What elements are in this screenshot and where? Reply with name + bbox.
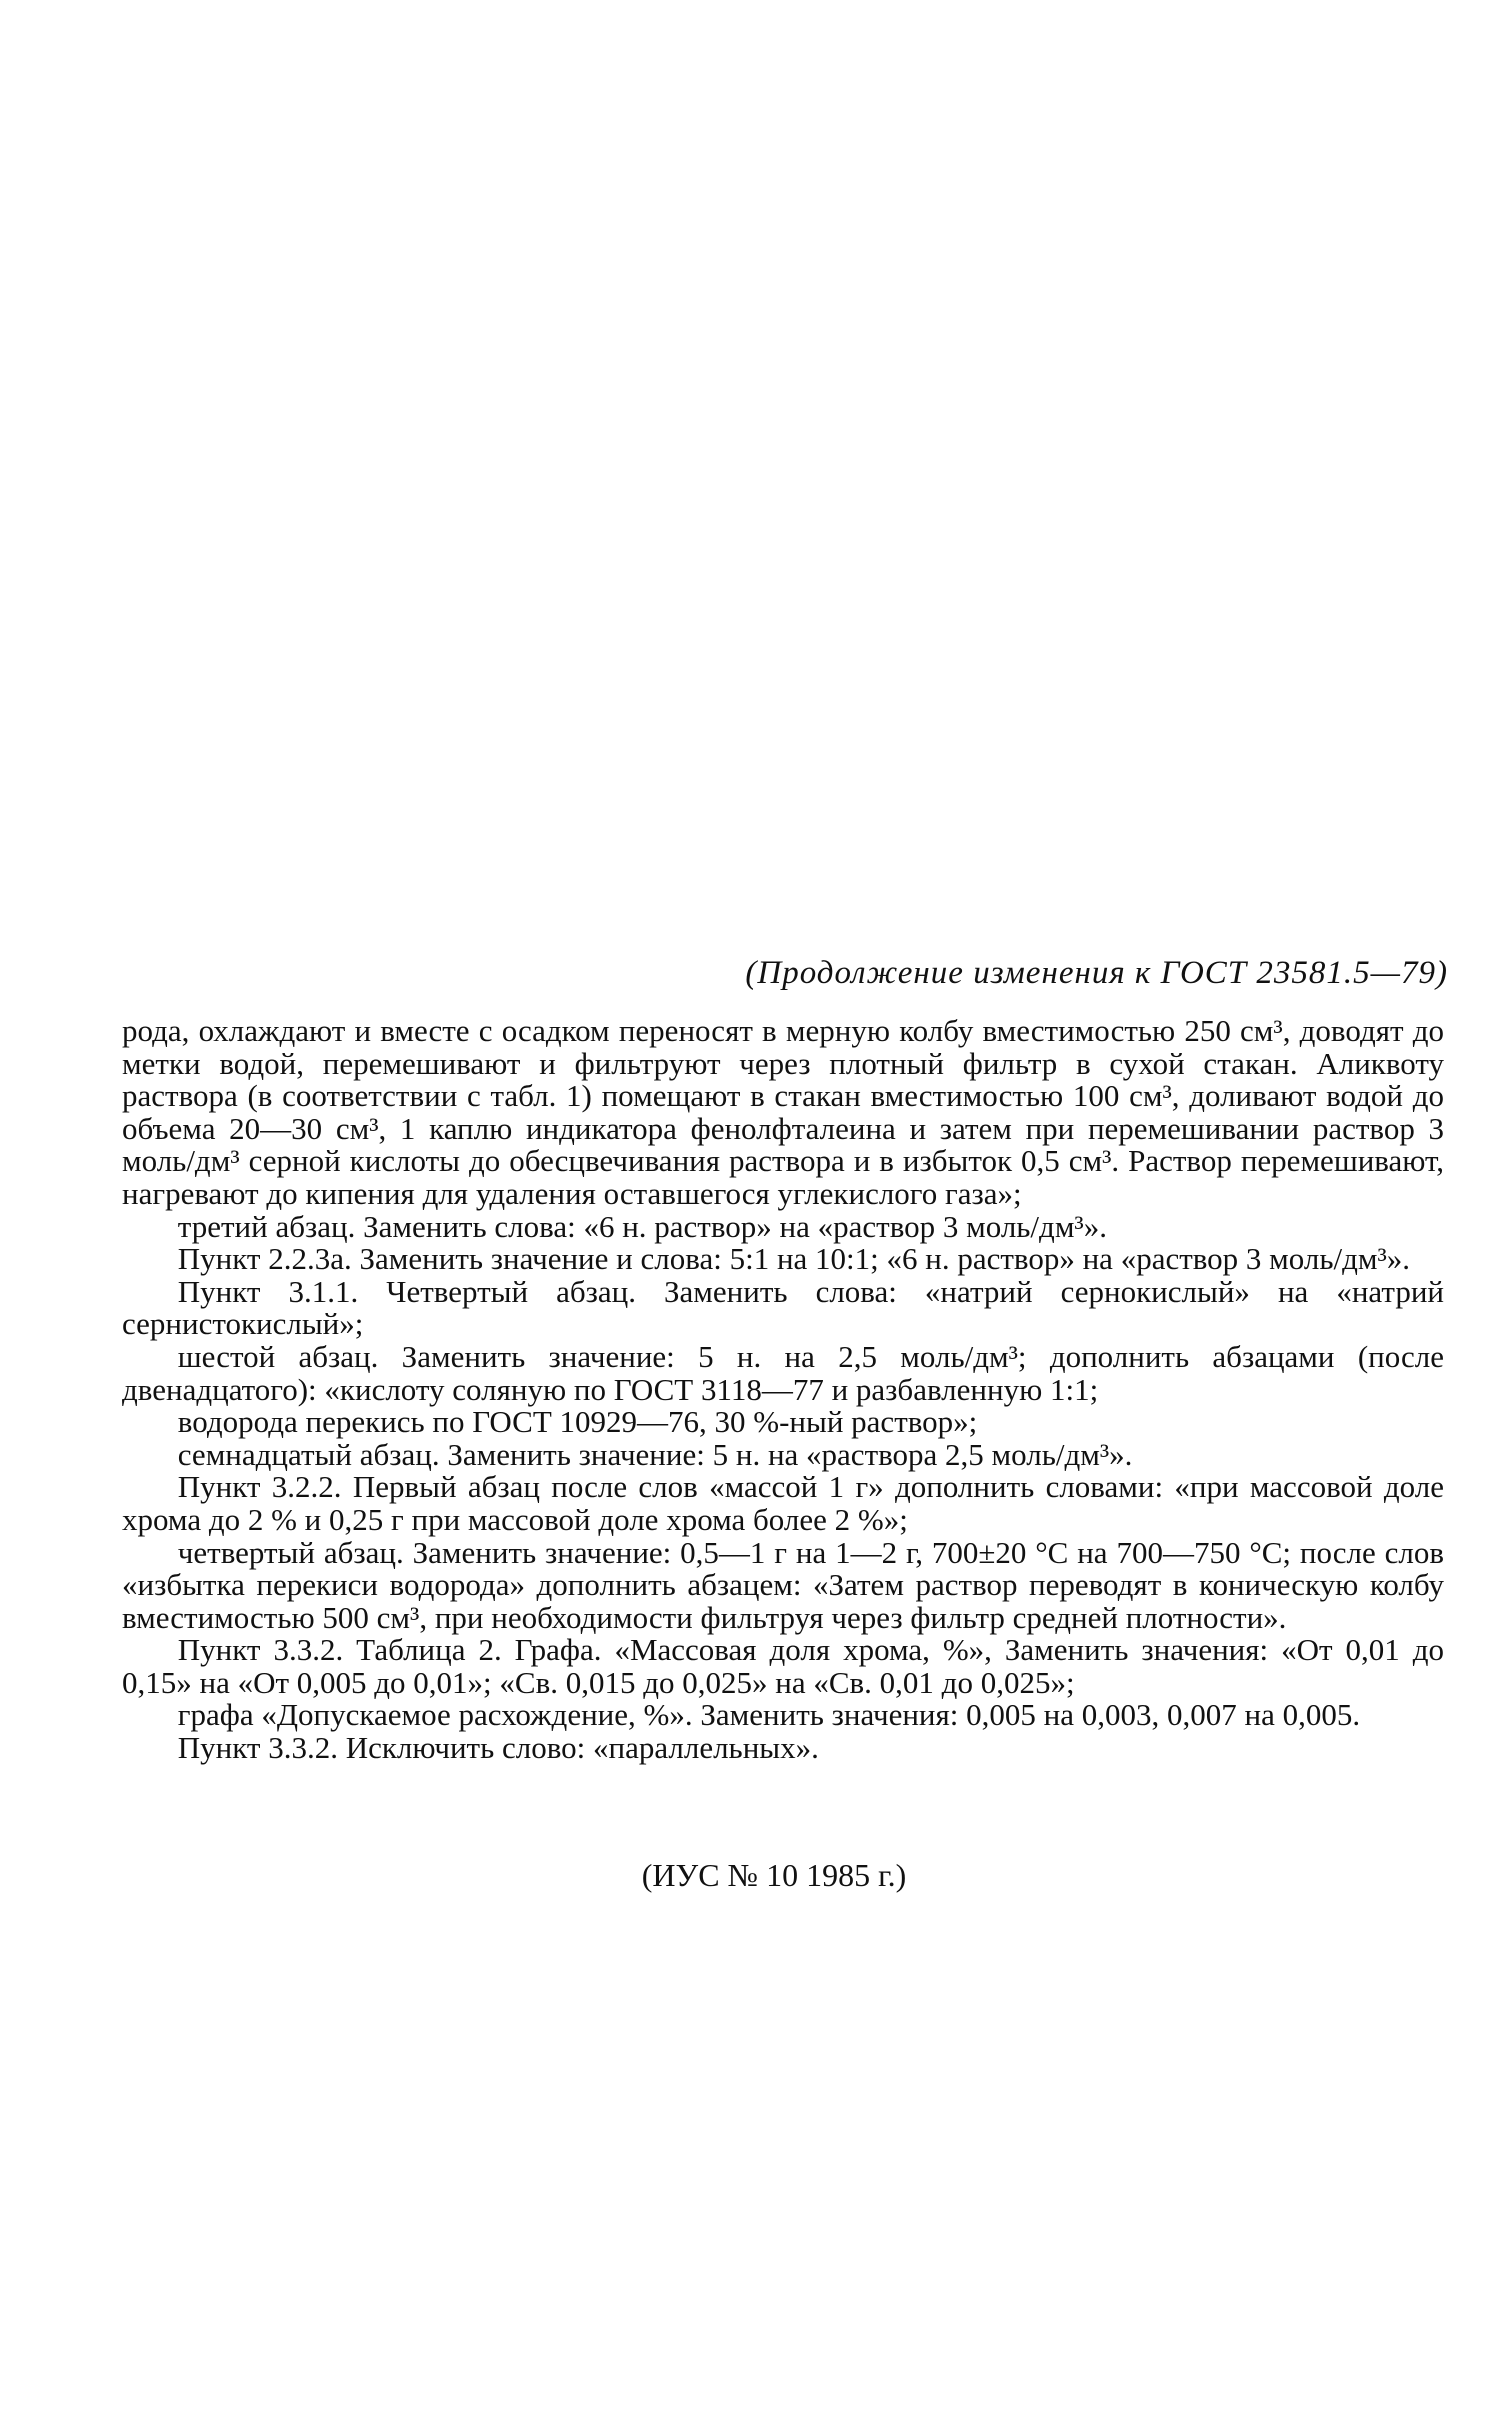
paragraph: четвертый абзац. Заменить значение: 0,5—1 г на 1—2 г, 700±20 °С на 700—750 °С; после слов «избытка перекиси водорода» дополнить абзацем: «Затем раствор переводят в коническую колбу вместимостью 500 см³, при необходимости фильтруя через фильтр средней плотности». xyxy=(122,1534,1444,1635)
paragraph: Пункт 3.2.2. Первый абзац после слов «массой 1 г» дополнить словами: «при массовой доле хрома до 2 % и 0,25 г при массовой доле хрома более 2 %»; xyxy=(122,1469,1444,1537)
paragraph: шестой абзац. Заменить значение: 5 н. на 2,5 моль/дм³; дополнить абзацами (после двенадцатого): «кислоту соляную по ГОСТ 3118—77 и разбавленную 1:1; xyxy=(122,1338,1444,1407)
source-footer xyxy=(0,1857,1488,1894)
paragraph: Пункт 3.3.2. Исключить слово: «параллельных». xyxy=(177,1730,819,1766)
paragraph: третий абзац. Заменить слова: «6 н. раствор» на «раствор 3 моль/дм³». xyxy=(177,1208,1107,1244)
continuation-header: (Продолжение изменения к ГОСТ 23581.5—79) xyxy=(745,955,1448,991)
paragraph: семнадцатый абзац. Заменить значение: 5 н. на «раствора 2,5 моль/дм³». xyxy=(177,1436,1133,1472)
source-reference: (ИУС № 10 1985 г.) xyxy=(641,1857,907,1893)
paragraph: рода, охлаждают и вместе с осадком переносят в мерную колбу вместимостью 250 см³, доводят до метки водой, перемешивают и фильтруют через плотный фильтр в сухой стакан. Аликвоту раствора (в соответствии с табл. 1) помещают в стакан вместимостью 100 см³, доливают водой до объема 20—30 см³, 1 каплю индикатора фенолфталеина и затем при перемешивании раствор 3 моль/дм³ серной кислоты до обесцвечивания раствора и в избыток 0,5 см³. Раствор перемешивают, нагревают до кипения для удаления оставшегося углекислого газа»; xyxy=(122,1013,1444,1211)
paragraph: Пункт 2.2.3а. Заменить значение и слова: 5:1 на 10:1; «6 н. раствор» на «раствор 3 моль/дм³». xyxy=(177,1241,1411,1277)
paragraph: водорода перекись по ГОСТ 10929—76, 30 %-ный раствор»; xyxy=(177,1404,978,1440)
paragraph: графа «Допускаемое расхождение, %». Заменить значения: 0,005 на 0,003, 0,007 на 0,005. xyxy=(177,1697,1361,1733)
paragraph: Пункт 3.1.1. Четвертый абзац. Заменить слова: «натрий сернокислый» на «натрий сернистокислый»; xyxy=(122,1273,1444,1342)
document-body xyxy=(122,1015,1444,1765)
paragraph: Пункт 3.3.2. Таблица 2. Графа. «Массовая доля хрома, %», Заменить значения: «От 0,01 до 0,15» на «От 0,005 до 0,01»; «Св. 0,015 до 0,025» на «Св. 0,01 до 0,025»; xyxy=(122,1632,1444,1700)
